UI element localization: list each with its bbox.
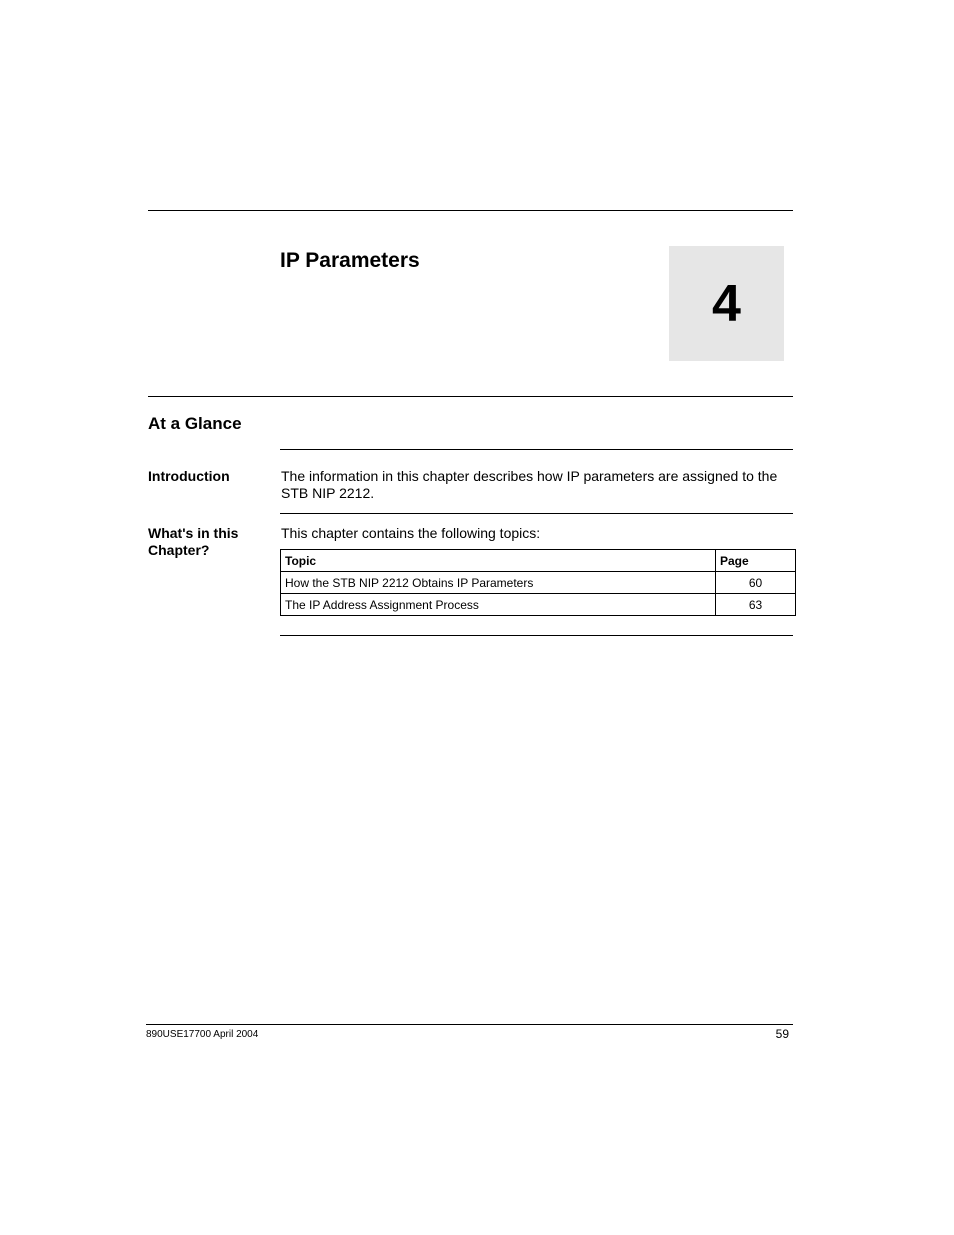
contents-top-rule <box>280 513 793 514</box>
header-rule <box>148 210 793 211</box>
contents-intro-text: This chapter contains the following topics: <box>281 525 541 541</box>
topic-cell[interactable]: The IP Address Assignment Process <box>281 594 716 616</box>
page-column-header: Page <box>716 550 796 572</box>
footer-doc-id: 890USE17700 April 2004 <box>146 1029 259 1040</box>
contents-bottom-rule <box>280 635 793 636</box>
chapter-divider <box>148 396 793 397</box>
introduction-label: Introduction <box>148 468 230 484</box>
section-title: At a Glance <box>148 414 242 433</box>
page-cell[interactable]: 63 <box>716 594 796 616</box>
chapter-number: 4 <box>712 274 741 333</box>
table-row[interactable] <box>281 594 796 616</box>
table-row[interactable] <box>281 572 796 594</box>
topic-column-header: Topic <box>281 550 716 572</box>
chapter-title: IP Parameters <box>280 249 420 272</box>
topic-cell[interactable]: How the STB NIP 2212 Obtains IP Parameters <box>281 572 716 594</box>
contents-label: What's in this Chapter? <box>148 525 239 558</box>
chapter-number-box <box>669 246 784 361</box>
page-cell[interactable]: 60 <box>716 572 796 594</box>
topics-table-header <box>281 550 796 572</box>
footer-page-number: 59 <box>775 1027 789 1041</box>
footer-rule <box>146 1024 793 1025</box>
intro-top-rule <box>280 449 793 450</box>
introduction-text: The information in this chapter describes how IP parameters are assigned to the STB NIP 2212. <box>281 468 778 501</box>
topics-table <box>280 549 796 616</box>
